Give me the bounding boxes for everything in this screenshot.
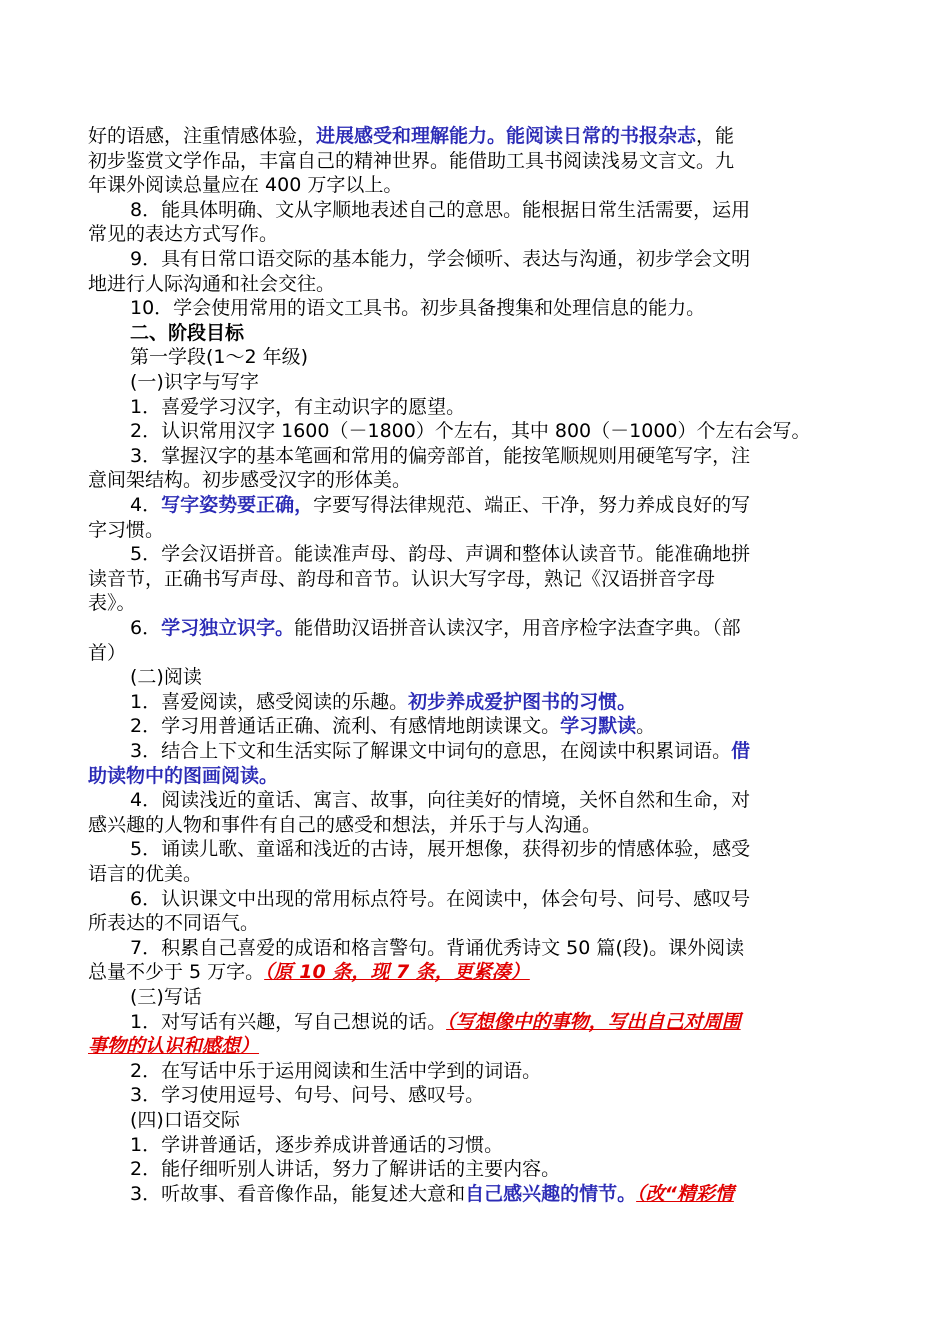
text-line — [88, 567, 715, 591]
text-line — [130, 542, 750, 566]
text-line — [130, 739, 750, 763]
text-line — [130, 936, 744, 960]
emphasis-text: 进展感受和理解能力。能阅读日常的书报杂志 — [316, 125, 697, 147]
text-line — [130, 1083, 484, 1107]
text-line — [130, 887, 750, 911]
body-text: 第一学段(1～2 年级) — [130, 346, 309, 369]
body-text: 字要写得法律规范、端正、干净，努力养成良好的写 — [313, 494, 751, 516]
text-line — [130, 1010, 741, 1034]
body-text: 。 — [636, 715, 656, 738]
emphasis-text: 借 — [731, 740, 751, 762]
body-text: 所表达的不同语气。 — [88, 912, 260, 935]
body-text: (四)口语交际 — [130, 1109, 240, 1131]
body-text: 3．学习使用逗号、句号、问号、感叹号。 — [130, 1084, 485, 1107]
emphasis-text: 学习独立识字。 — [161, 617, 295, 639]
annotation-note: （写想像中的事物，写出自己对周围 — [446, 1010, 741, 1033]
body-text: 1．对写话有兴趣，写自己想说的话。 — [130, 1010, 447, 1033]
text-line — [130, 198, 750, 222]
section-heading: 二、阶段目标 — [130, 321, 245, 344]
text-line — [88, 764, 278, 788]
body-text: 感兴趣的人物和事件有自己的感受和想法，并乐于与人沟通。 — [88, 813, 602, 836]
text-line — [130, 690, 636, 714]
emphasis-text: 自己感兴趣的情节。 — [465, 1182, 637, 1205]
text-line — [130, 345, 308, 369]
text-line — [88, 124, 734, 148]
text-line — [130, 444, 750, 468]
text-line — [130, 296, 705, 320]
body-text: ，能 — [696, 125, 735, 147]
text-line — [130, 1108, 240, 1132]
body-text: (三)写话 — [130, 986, 202, 1008]
body-text: 能借助汉语拼音认读汉字，用音序检字法查字典。（部 — [294, 617, 741, 639]
text-line — [130, 714, 655, 738]
body-text: 9．具有日常口语交际的基本能力，学会倾听、表达与沟通，初步学会文明 — [130, 248, 751, 270]
text-line — [88, 591, 136, 615]
body-text: 8．能具体明确、文从字顺地表述自己的意思。能根据日常生活需要，运用 — [130, 198, 751, 221]
body-text: (一)识字与写字 — [130, 371, 259, 393]
body-text: 1．学讲普通话，逐步养成讲普通话的习惯。 — [130, 1133, 504, 1156]
body-text: 6． — [130, 617, 162, 639]
text-line — [130, 395, 465, 419]
annotation-note: 事物的认识和感想） — [88, 1035, 260, 1058]
text-line — [88, 911, 259, 935]
text-line — [130, 837, 750, 861]
text-line — [130, 1157, 560, 1181]
text-line — [88, 173, 402, 197]
body-text: 1．喜爱学习汉字，有主动识字的愿望。 — [130, 395, 466, 418]
text-line — [130, 985, 202, 1009]
emphasis-text: 写字姿势要正确， — [161, 494, 314, 516]
body-text: 表》。 — [88, 592, 136, 615]
body-text: 2．认识常用汉字 1600（－1800）个左右，其中 800（－1000）个左右会写。 — [130, 420, 811, 443]
text-line — [130, 493, 750, 517]
emphasis-text: 学习默读 — [560, 715, 637, 738]
body-text: 常见的表达方式写作。 — [88, 223, 279, 246]
body-text: 2．在写话中乐于运用阅读和生活中学到的词语。 — [130, 1059, 542, 1082]
body-text: 5．学会汉语拼音。能读准声母、韵母、声调和整体认读音节。能准确地拼 — [130, 543, 751, 566]
body-text: 1．喜爱阅读，感受阅读的乐趣。 — [130, 690, 409, 713]
body-text: 3．结合上下文和生活实际了解课文中词句的意思，在阅读中积累词语。 — [130, 740, 732, 762]
text-line — [88, 813, 601, 837]
text-line — [88, 468, 411, 492]
emphasis-text: 初步养成爱护图书的习惯。 — [408, 690, 637, 713]
text-line — [130, 370, 259, 394]
text-line — [130, 247, 750, 271]
body-text: 4． — [130, 494, 162, 516]
body-text: 好的语感，注重情感体验， — [88, 125, 317, 147]
annotation-note: （原 10 条，现 7 条，更紧凑） — [264, 961, 530, 984]
body-text: (二)阅读 — [130, 666, 202, 689]
text-line — [130, 616, 741, 640]
body-text: 7．积累自己喜爱的成语和格言警句。背诵优秀诗文 50 篇(段)。课外阅读 — [130, 936, 745, 959]
body-text: 初步鉴赏文学作品，丰富自己的精神世界。能借助工具书阅读浅易文言文。九 — [88, 149, 735, 172]
text-line — [88, 960, 530, 984]
text-line — [130, 788, 750, 812]
body-text: 5．诵读儿歌、童谣和浅近的古诗，展开想像，获得初步的情感体验，感受 — [130, 838, 751, 861]
text-line — [88, 1034, 259, 1058]
body-text: 意间架结构。初步感受汉字的形体美。 — [88, 469, 412, 492]
body-text: 字习惯。 — [88, 518, 165, 541]
body-text: 2．能仔细听别人讲话，努力了解讲话的主要内容。 — [130, 1158, 561, 1181]
text-line — [88, 222, 278, 246]
text-line — [130, 419, 811, 443]
annotation-note: （改“精彩情 — [636, 1182, 734, 1205]
body-text: 首） — [88, 641, 127, 664]
text-line — [130, 321, 244, 345]
body-text: 3．听故事、看音像作品，能复述大意和 — [130, 1182, 466, 1205]
body-text: 总量不少于 5 万字。 — [88, 961, 265, 984]
text-line — [130, 1133, 503, 1157]
emphasis-text: 助读物中的图画阅读。 — [88, 764, 279, 787]
body-text: 4．阅读浅近的童话、寓言、故事，向往美好的情境，关怀自然和生命，对 — [130, 789, 751, 812]
text-line — [88, 862, 202, 886]
text-line — [130, 1182, 734, 1206]
body-text: 3．掌握汉字的基本笔画和常用的偏旁部首，能按笔顺规则用硬笔写字，注 — [130, 444, 751, 467]
body-text: 地进行人际沟通和社会交往。 — [88, 272, 336, 295]
text-line — [88, 272, 335, 296]
body-text: 读音节，正确书写声母、韵母和音节。认识大写字母，熟记《汉语拼音字母 — [88, 567, 716, 590]
body-text: 2．学习用普通话正确、流利、有感情地朗读课文。 — [130, 715, 561, 738]
body-text: 年课外阅读总量应在 400 万字以上。 — [88, 174, 403, 197]
text-line — [130, 665, 202, 689]
text-line — [88, 641, 126, 665]
text-line — [130, 1059, 541, 1083]
text-line — [88, 518, 164, 542]
body-text: 语言的优美。 — [88, 863, 203, 885]
body-text: 6．认识课文中出现的常用标点符号。在阅读中，体会句号、问号、感叹号 — [130, 887, 751, 910]
text-line — [88, 149, 734, 173]
body-text: 10．学会使用常用的语文工具书。初步具备搜集和处理信息的能力。 — [130, 297, 706, 320]
